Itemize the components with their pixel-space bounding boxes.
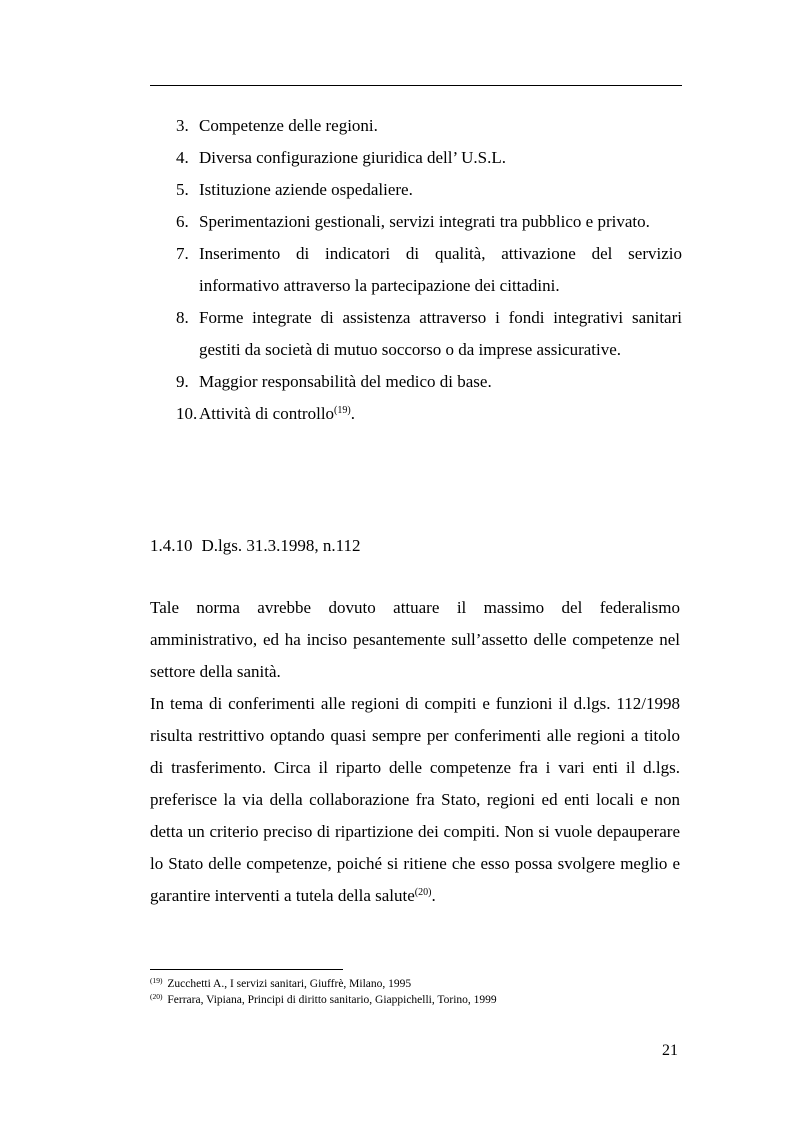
section-title: D.lgs. 31.3.1998, n.112 xyxy=(201,536,361,555)
list-item xyxy=(176,366,682,398)
list-item-tail: . xyxy=(350,404,355,423)
list-item xyxy=(176,302,682,366)
list-item-text: Sperimentazioni gestionali, servizi integrati tra pubblico e privato. xyxy=(199,212,650,231)
paragraph xyxy=(150,592,680,688)
list-item-text: Istituzione aziende ospedaliere. xyxy=(199,180,413,199)
footnote-ref: (19) xyxy=(334,405,351,416)
list-item xyxy=(176,174,682,206)
paragraph-text: In tema di conferimenti alle regioni di compiti e funzioni il d.lgs. 112/1998 risulta restrittivo optando quasi sempre per conferimenti alle regioni a titolo di trasferimento. Circa il riparto delle competenze fra i vari enti il d.lgs. preferisce la via della collaborazione fra Stato, regioni ed enti locali e non detta un criterio preciso di ripartizione dei compiti. Non si vuole depauperare lo Stato delle competenze, poiché si ritiene che esso possa svolgere meglio e garantire interventi a tutela della salute xyxy=(150,694,680,905)
list-item xyxy=(176,398,682,430)
section-heading xyxy=(150,530,361,562)
paragraph-tail: . xyxy=(431,886,436,905)
footnote-text: Ferrara, Vipiana, Principi di diritto sanitario, Giappichelli, Torino, 1999 xyxy=(167,994,497,1006)
section-number: 1.4.10 xyxy=(150,536,193,555)
list-item-text: Forme integrate di assistenza attraverso i fondi integrativi sanitari gestiti da società di mutuo soccorso o da imprese assicurative. xyxy=(199,308,682,359)
list-item-number: 7. xyxy=(176,244,189,263)
numbered-list xyxy=(176,110,682,430)
footnote-marker: (19) xyxy=(150,976,163,985)
list-item-text: Competenze delle regioni. xyxy=(199,116,378,135)
list-item xyxy=(176,142,682,174)
list-item-text: Diversa configurazione giuridica dell’ U.S.L. xyxy=(199,148,506,167)
list-item-number: 8. xyxy=(176,308,189,327)
footnote xyxy=(150,992,690,1008)
list-item xyxy=(176,110,682,142)
list-item-number: 5. xyxy=(176,180,189,199)
footnote-ref: (20) xyxy=(414,887,432,898)
footnotes xyxy=(150,976,690,1008)
list-item-text: Attività di controllo xyxy=(199,404,335,423)
header-rule xyxy=(150,85,682,86)
list-item-number: 6. xyxy=(176,212,189,231)
list-item-number: 9. xyxy=(176,372,189,391)
footnote-rule xyxy=(150,969,343,970)
list-item-text: Maggior responsabilità del medico di base. xyxy=(199,372,492,391)
list-item xyxy=(176,238,682,302)
list-item-number: 4. xyxy=(176,148,189,167)
body-text xyxy=(150,592,680,912)
list-item xyxy=(176,206,682,238)
footnote-marker: (20) xyxy=(150,992,163,1001)
footnote-text: Zucchetti A., I servizi sanitari, Giuffrè, Milano, 1995 xyxy=(167,978,412,990)
list-item-number: 10. xyxy=(176,404,198,423)
paragraph-text: Tale norma avrebbe dovuto attuare il massimo del federalismo amministrativo, ed ha inciso pesantemente sull’assetto delle competenze nel settore della sanità. xyxy=(150,598,680,681)
list-item-number: 3. xyxy=(176,116,189,135)
list-item-text: Inserimento di indicatori di qualità, attivazione del servizio informativo attraverso la partecipazione dei cittadini. xyxy=(199,244,682,295)
footnote xyxy=(150,976,690,992)
page-number: 21 xyxy=(662,1042,678,1059)
paragraph xyxy=(150,688,680,912)
